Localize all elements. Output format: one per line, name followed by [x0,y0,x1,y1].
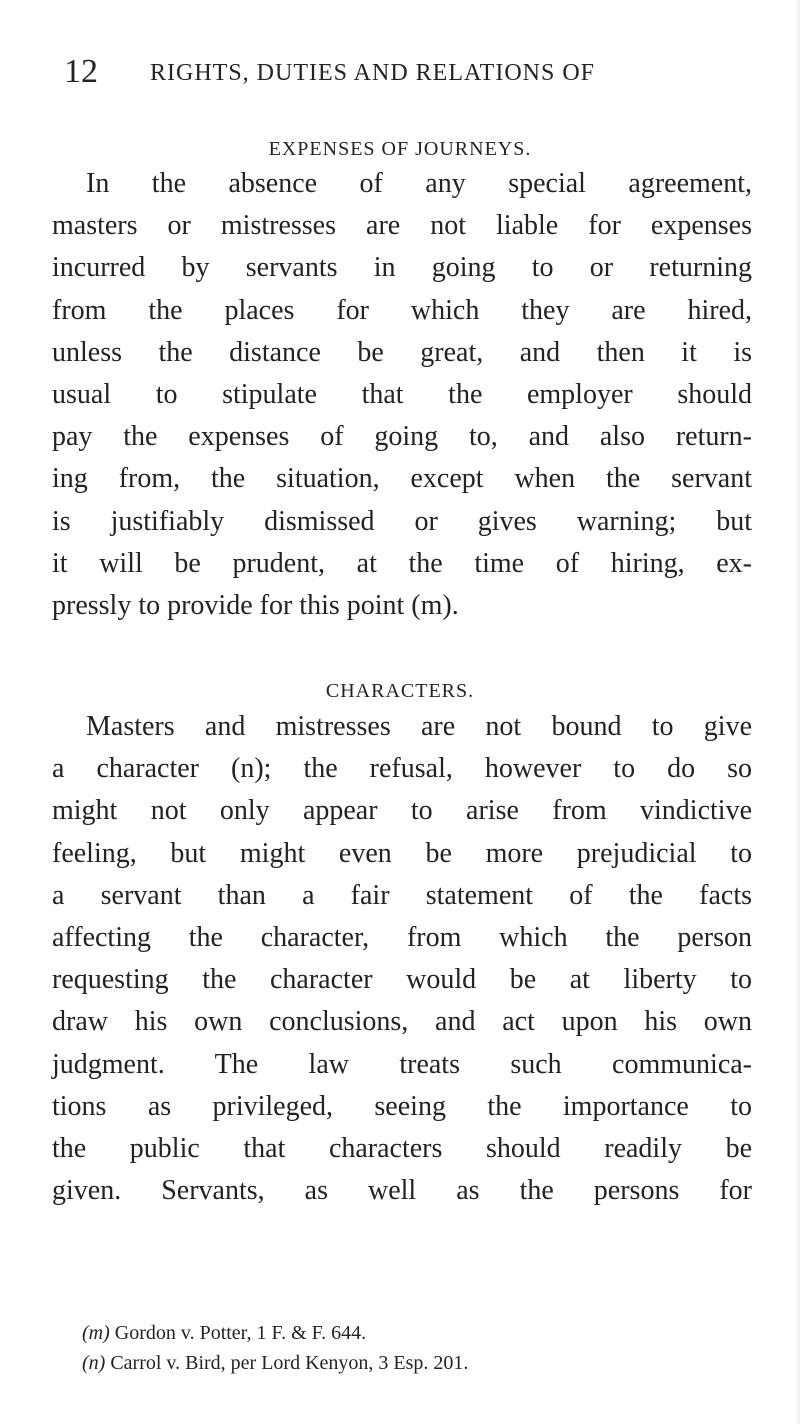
section-heading-characters: CHARACTERS. [325,680,475,702]
footnote-text: Carrol v. Bird, per Lord Kenyon, 3 Esp. 201. [110,1352,469,1374]
text-line: feeling, but might even be more prejudicial to [52,837,752,869]
text-line: given. Servants, as well as the persons for [52,1175,752,1207]
footnote-text: Gordon v. Potter, 1 F. & F. 644. [114,1322,367,1344]
text-line: it will be prudent, at the time of hiring, ex- [52,547,752,579]
text-line: tions as privileged, seeing the importance to [52,1090,752,1122]
page-header [64,52,704,92]
page-number: 12 [64,53,98,90]
footnote-m [82,1318,762,1348]
text-line: unless the distance be great, and then it is [52,336,752,368]
page-edge-shadow [794,0,800,1424]
text-line: the public that characters should readily be [52,1132,752,1164]
text-line: judgment. The law treats such communica- [52,1048,752,1080]
text-line: In the absence of any special agreement, [86,168,752,199]
section-heading-expenses: EXPENSES OF JOURNEYS. [268,138,532,160]
text-line: masters or mistresses are not liable for expenses [52,210,752,242]
text-line: pressly to provide for this point (m). [52,589,459,621]
footnotes [82,1318,762,1378]
text-line: a character (n); the refusal, however to do so [52,753,752,785]
text-line: affecting the character, from which the person [52,921,752,953]
text-line: pay the expenses of going to, and also return- [52,421,752,453]
text-line: ing from, the situation, except when the servant [52,463,752,495]
text-line: a servant than a fair statement of the facts [52,879,752,911]
text-line: is justifiably dismissed or gives warning; but [52,505,752,537]
text-line: from the places for which they are hired, [52,294,752,326]
text-line: draw his own conclusions, and act upon his own [52,1006,752,1038]
text-line: requesting the character would be at liberty to [52,964,752,996]
text-line: usual to stipulate that the employer should [52,378,752,410]
text-line: incurred by servants in going to or returning [52,252,752,284]
footnote-marker: (n) [82,1352,106,1374]
paragraph-expenses [52,163,752,627]
paragraph-characters [52,706,752,1212]
running-title: RIGHTS, DUTIES AND RELATIONS OF [150,60,596,86]
footnote-marker: (m) [82,1322,110,1344]
text-line: might not only appear to arise from vindictive [52,795,752,827]
footnote-n [82,1348,762,1378]
text-line: Masters and mistresses are not bound to give [86,711,752,742]
